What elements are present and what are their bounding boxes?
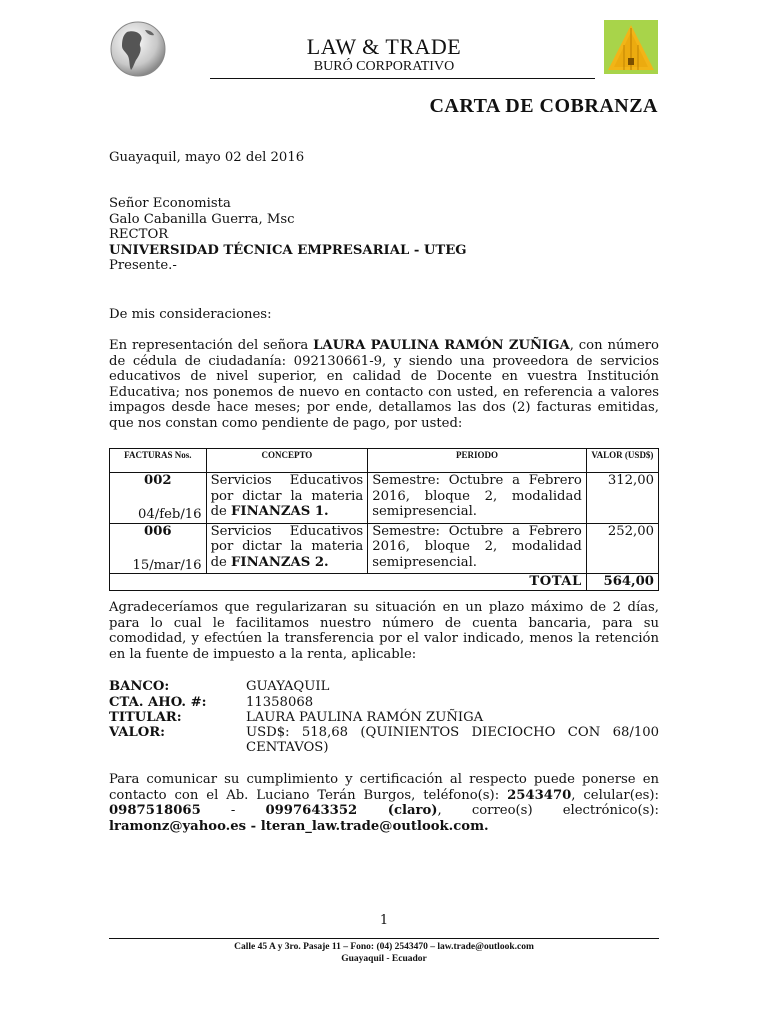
header-periodo: PERIODO (368, 449, 587, 473)
total-value: 564,00 (586, 574, 658, 591)
period-cell (368, 473, 587, 524)
recipient-block (109, 196, 659, 274)
paragraph-line: que nos constan como pendiente de pago, por usted: (109, 415, 463, 431)
recipient-line: Señor Economista (109, 196, 231, 211)
paragraph-line: comodidad, y efectúen la transferencia por el valor indicado, menos la retención (109, 631, 659, 646)
paragraph-line: en la fuente de impuesto a la renta, aplicable: (109, 646, 417, 662)
mobile-number: 0997643352 (265, 803, 358, 818)
footer-city: Guayaquil - Ecuador (341, 954, 427, 964)
client-name: LAURA PAULINA RAMÓN ZUÑIGA (313, 338, 570, 353)
amount-line: CENTAVOS) (246, 740, 329, 755)
holder-value: LAURA PAULINA RAMÓN ZUÑIGA (246, 710, 484, 725)
email-link[interactable]: lteran_law.trade@outlook.com (260, 818, 485, 834)
concept-line: por dictar la materia (210, 539, 364, 554)
page-number: 1 (379, 913, 389, 928)
paragraph-line: Para comunicar su cumplimiento y certificación al respecto puede ponerse en (109, 772, 659, 787)
period-line: semipresencial. (372, 504, 478, 519)
table-header-row (110, 449, 659, 473)
recipient-line: Galo Cabanilla Guerra, Msc (109, 211, 295, 227)
period-line: Semestre: Octubre a Febrero (372, 523, 582, 539)
table-row (110, 473, 659, 524)
invoice-cell (110, 523, 207, 574)
value-cell: 312,00 (586, 473, 658, 524)
header-concepto: CONCEPTO (206, 449, 368, 473)
period-line: 2016, bloque 2, modalidad (372, 539, 582, 554)
bank-value: GUAYAQUIL (246, 679, 330, 694)
paragraph-line: lramonz@yahoo.es - lteran_law.trade@outlook.com. (109, 818, 489, 834)
footer-address: Calle 45 A y 3ro. Pasaje 11 – Fono: (04) 2543470 – law.trade@outlook.com (234, 942, 534, 952)
paragraph-line: para lo cual le facilitamos nuestro número de cuenta bancaria, para su (109, 615, 659, 631)
paragraph-line: contacto con el Ab. Luciano Terán Burgos, teléfono(s): 2543470, celular(es): (109, 787, 659, 803)
header-divider (210, 78, 595, 79)
amount-value (246, 725, 659, 755)
paragraph-contact (109, 772, 659, 834)
invoice-cell (110, 473, 207, 524)
header-valor: VALOR (USD$) (586, 449, 658, 473)
amount-label: VALOR: (109, 725, 166, 740)
total-label: TOTAL (110, 574, 587, 591)
document-title: CARTA DE COBRANZA (429, 95, 658, 117)
date-line: Guayaquil, mayo 02 del 2016 (109, 150, 305, 165)
paragraph-line: 0987518065 - 0997643352 (claro), correo(s) electrónico(s): (109, 803, 659, 818)
table-row (110, 523, 659, 574)
concept-line: Servicios Educativos (210, 523, 364, 539)
mobile-number: 0987518065 (109, 803, 201, 818)
recipient-institution: UNIVERSIDAD TÉCNICA EMPRESARIAL - UTEG (109, 242, 467, 258)
account-value: 11358068 (246, 695, 314, 710)
period-cell (368, 523, 587, 574)
phone-number: 2543470 (507, 787, 572, 803)
company-subtitle: BURÓ CORPORATIVO (313, 59, 455, 74)
concept-cell (206, 523, 368, 574)
period-line: semipresencial. (372, 554, 478, 570)
paragraph-line: Educativa; nos ponemos de nuevo en contacto con usted, en referencia a valores (109, 384, 659, 400)
concept-line: por dictar la materia (210, 488, 364, 504)
header-facturas: FACTURAS Nos. (110, 449, 207, 473)
account-label: CTA. AHO. #: (109, 695, 207, 710)
holder-label: TITULAR: (109, 710, 182, 725)
concept-line: de FINANZAS 1. (210, 504, 329, 519)
paragraph-intro (109, 338, 659, 431)
concept-line: Servicios Educativos (210, 473, 364, 488)
concept-cell (206, 473, 368, 524)
greeting: De mis consideraciones: (109, 307, 272, 322)
invoice-date: 04/feb/16 (138, 507, 202, 522)
invoice-date: 15/mar/16 (132, 557, 202, 573)
email-link[interactable]: lramonz@yahoo.es (109, 818, 247, 834)
paragraph-line: En representación del señora LAURA PAULINA RAMÓN ZUÑIGA, con número (109, 338, 659, 353)
invoice-number: 006 (144, 523, 172, 539)
amount-line: USD$: 518,68 (QUINIENTOS DIECIOCHO CON 68/100 (246, 725, 659, 740)
recipient-line: RECTOR (109, 227, 169, 242)
invoices-table (109, 448, 659, 591)
paragraph-line: Agradeceríamos que regularizaran su situación en un plazo máximo de 2 días, (109, 600, 659, 615)
period-line: 2016, bloque 2, modalidad (372, 488, 582, 504)
bank-label: BANCO: (109, 679, 170, 694)
paragraph-line: impagos desde hace meses; por ende, detallamos las dos (2) facturas emitidas, (109, 400, 659, 415)
invoice-number: 002 (144, 473, 172, 488)
paragraph-line: de cédula de ciudadanía: 092130661-9, y siendo una proveedora de servicios (109, 353, 659, 369)
total-row (110, 574, 659, 591)
footer-divider (109, 938, 659, 939)
concept-line: de FINANZAS 2. (210, 554, 329, 570)
value-cell: 252,00 (586, 523, 658, 574)
recipient-line: Presente.- (109, 258, 177, 273)
period-line: Semestre: Octubre a Febrero (372, 473, 582, 488)
paragraph-payment (109, 600, 659, 662)
paragraph-line: educativos de nivel superior, en calidad de Docente en vuestra Institución (109, 369, 659, 384)
company-name: LAW & TRADE (306, 34, 462, 59)
